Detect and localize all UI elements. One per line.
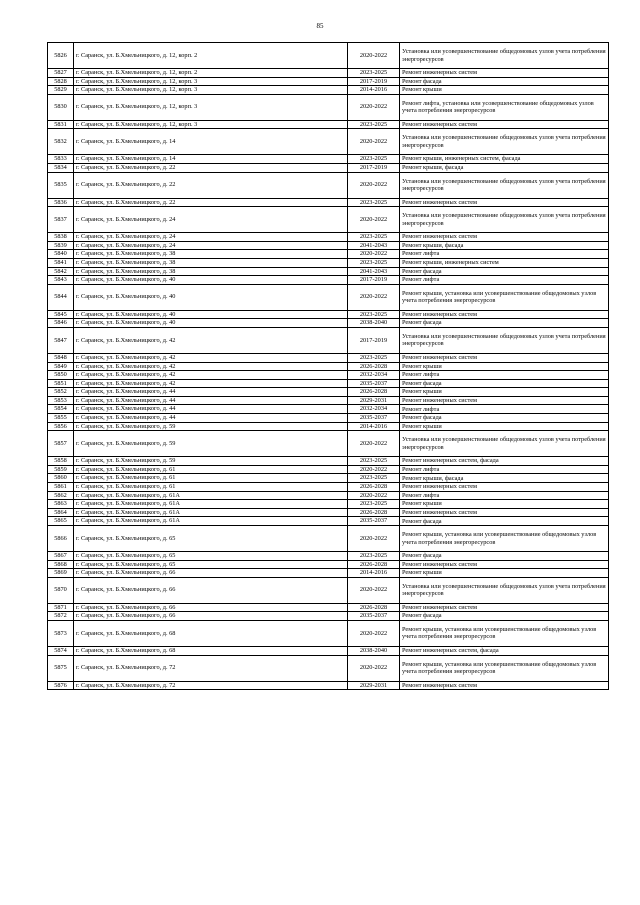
address-cell: г. Саранск, ул. Б.Хмельницкого, д. 12, корп. 3 — [74, 77, 348, 86]
work-type-cell: Ремонт инженерных систем — [400, 508, 609, 517]
row-number: 5852 — [48, 388, 74, 397]
table-row — [48, 267, 609, 276]
work-type-cell: Ремонт фасада — [400, 612, 609, 621]
period-cell: 2038-2040 — [348, 319, 400, 328]
work-type-cell: Ремонт инженерных систем — [400, 353, 609, 362]
address-cell: г. Саранск, ул. Б.Хмельницкого, д. 61А — [74, 500, 348, 509]
work-type-cell: Ремонт крыши — [400, 388, 609, 397]
address-cell: г. Саранск, ул. Б.Хмельницкого, д. 61 — [74, 465, 348, 474]
table-row — [48, 241, 609, 250]
work-type-cell: Установка или усовершенствование общедомовых узлов учета потребления энергоресурсов — [400, 43, 609, 69]
table-row — [48, 77, 609, 86]
row-number: 5874 — [48, 646, 74, 655]
row-number: 5833 — [48, 155, 74, 164]
row-number: 5855 — [48, 414, 74, 423]
row-number: 5844 — [48, 284, 74, 310]
work-type-cell: Ремонт крыши — [400, 569, 609, 578]
period-cell: 2020-2022 — [348, 284, 400, 310]
row-number: 5843 — [48, 276, 74, 285]
address-cell: г. Саранск, ул. Б.Хмельницкого, д. 42 — [74, 379, 348, 388]
period-cell: 2026-2028 — [348, 508, 400, 517]
table-row — [48, 560, 609, 569]
address-cell: г. Саранск, ул. Б.Хмельницкого, д. 12, корп. 3 — [74, 120, 348, 129]
period-cell: 2023-2025 — [348, 258, 400, 267]
period-cell: 2041-2043 — [348, 267, 400, 276]
work-type-cell: Ремонт лифта — [400, 276, 609, 285]
row-number: 5839 — [48, 241, 74, 250]
period-cell: 2020-2022 — [348, 465, 400, 474]
table-body — [48, 43, 609, 690]
address-cell: г. Саранск, ул. Б.Хмельницкого, д. 22 — [74, 172, 348, 198]
row-number: 5847 — [48, 327, 74, 353]
work-type-cell: Ремонт инженерных систем, фасада — [400, 646, 609, 655]
work-type-cell: Ремонт крыши, инженерных систем — [400, 258, 609, 267]
period-cell: 2026-2028 — [348, 560, 400, 569]
table-row — [48, 474, 609, 483]
address-cell: г. Саранск, ул. Б.Хмельницкого, д. 22 — [74, 163, 348, 172]
row-number: 5831 — [48, 120, 74, 129]
table-row — [48, 43, 609, 69]
table-row — [48, 327, 609, 353]
row-number: 5870 — [48, 577, 74, 603]
address-cell: г. Саранск, ул. Б.Хмельницкого, д. 66 — [74, 612, 348, 621]
row-number: 5850 — [48, 371, 74, 380]
table-row — [48, 172, 609, 198]
row-number: 5864 — [48, 508, 74, 517]
address-cell: г. Саранск, ул. Б.Хмельницкого, д. 38 — [74, 267, 348, 276]
row-number: 5858 — [48, 457, 74, 466]
address-cell: г. Саранск, ул. Б.Хмельницкого, д. 12, корп. 2 — [74, 69, 348, 78]
address-cell: г. Саранск, ул. Б.Хмельницкого, д. 65 — [74, 552, 348, 561]
table-row — [48, 362, 609, 371]
period-cell: 2017-2019 — [348, 163, 400, 172]
table-row — [48, 198, 609, 207]
row-number: 5859 — [48, 465, 74, 474]
address-cell: г. Саранск, ул. Б.Хмельницкого, д. 40 — [74, 284, 348, 310]
row-number: 5828 — [48, 77, 74, 86]
period-cell: 2023-2025 — [348, 198, 400, 207]
row-number: 5830 — [48, 94, 74, 120]
address-cell: г. Саранск, ул. Б.Хмельницкого, д. 59 — [74, 431, 348, 457]
row-number: 5838 — [48, 233, 74, 242]
work-type-cell: Ремонт фасада — [400, 267, 609, 276]
address-cell: г. Саранск, ул. Б.Хмельницкого, д. 38 — [74, 250, 348, 259]
period-cell: 2029-2031 — [348, 396, 400, 405]
period-cell: 2017-2019 — [348, 327, 400, 353]
address-cell: г. Саранск, ул. Б.Хмельницкого, д. 24 — [74, 233, 348, 242]
period-cell: 2035-2037 — [348, 517, 400, 526]
period-cell: 2023-2025 — [348, 552, 400, 561]
address-cell: г. Саранск, ул. Б.Хмельницкого, д. 38 — [74, 258, 348, 267]
table-row — [48, 129, 609, 155]
work-type-cell: Ремонт фасада — [400, 77, 609, 86]
period-cell: 2020-2022 — [348, 431, 400, 457]
row-number: 5829 — [48, 86, 74, 95]
period-cell: 2023-2025 — [348, 500, 400, 509]
work-type-cell: Ремонт крыши, фасада — [400, 241, 609, 250]
table-row — [48, 646, 609, 655]
table-row — [48, 508, 609, 517]
address-cell: г. Саранск, ул. Б.Хмельницкого, д. 24 — [74, 241, 348, 250]
row-number: 5842 — [48, 267, 74, 276]
table-row — [48, 431, 609, 457]
period-cell: 2023-2025 — [348, 155, 400, 164]
address-cell: г. Саранск, ул. Б.Хмельницкого, д. 22 — [74, 198, 348, 207]
row-number: 5867 — [48, 552, 74, 561]
address-cell: г. Саранск, ул. Б.Хмельницкого, д. 61 — [74, 483, 348, 492]
period-cell: 2023-2025 — [348, 120, 400, 129]
address-cell: г. Саранск, ул. Б.Хмельницкого, д. 65 — [74, 526, 348, 552]
table-row — [48, 577, 609, 603]
table-row — [48, 526, 609, 552]
period-cell: 2014-2016 — [348, 86, 400, 95]
row-number: 5849 — [48, 362, 74, 371]
address-cell: г. Саранск, ул. Б.Хмельницкого, д. 12, корп. 3 — [74, 86, 348, 95]
work-type-cell: Ремонт инженерных систем — [400, 560, 609, 569]
period-cell: 2014-2016 — [348, 422, 400, 431]
row-number: 5856 — [48, 422, 74, 431]
work-type-cell: Установка или усовершенствование общедомовых узлов учета потребления энергоресурсов — [400, 172, 609, 198]
row-number: 5863 — [48, 500, 74, 509]
table-row — [48, 612, 609, 621]
period-cell: 2020-2022 — [348, 620, 400, 646]
table-row — [48, 155, 609, 164]
table-row — [48, 603, 609, 612]
period-cell: 2023-2025 — [348, 457, 400, 466]
table-row — [48, 457, 609, 466]
capital-repair-table — [47, 42, 609, 690]
address-cell: г. Саранск, ул. Б.Хмельницкого, д. 12, корп. 3 — [74, 94, 348, 120]
work-type-cell: Ремонт крыши — [400, 422, 609, 431]
row-number: 5846 — [48, 319, 74, 328]
period-cell: 2017-2019 — [348, 276, 400, 285]
table-row — [48, 569, 609, 578]
row-number: 5840 — [48, 250, 74, 259]
table-row — [48, 250, 609, 259]
period-cell: 2020-2022 — [348, 577, 400, 603]
work-type-cell: Ремонт инженерных систем — [400, 233, 609, 242]
address-cell: г. Саранск, ул. Б.Хмельницкого, д. 42 — [74, 327, 348, 353]
work-type-cell: Ремонт фасада — [400, 319, 609, 328]
period-cell: 2020-2022 — [348, 526, 400, 552]
table-row — [48, 500, 609, 509]
table-row — [48, 233, 609, 242]
period-cell: 2032-2034 — [348, 405, 400, 414]
address-cell: г. Саранск, ул. Б.Хмельницкого, д. 61А — [74, 517, 348, 526]
work-type-cell: Ремонт крыши — [400, 500, 609, 509]
work-type-cell: Ремонт крыши — [400, 86, 609, 95]
period-cell: 2026-2028 — [348, 483, 400, 492]
address-cell: г. Саранск, ул. Б.Хмельницкого, д. 66 — [74, 569, 348, 578]
row-number: 5834 — [48, 163, 74, 172]
work-type-cell: Ремонт крыши, фасада — [400, 474, 609, 483]
period-cell: 2026-2028 — [348, 362, 400, 371]
row-number: 5871 — [48, 603, 74, 612]
address-cell: г. Саранск, ул. Б.Хмельницкого, д. 68 — [74, 620, 348, 646]
row-number: 5860 — [48, 474, 74, 483]
row-number: 5873 — [48, 620, 74, 646]
period-cell: 2026-2028 — [348, 603, 400, 612]
work-type-cell: Ремонт лифта — [400, 405, 609, 414]
row-number: 5868 — [48, 560, 74, 569]
period-cell: 2020-2022 — [348, 250, 400, 259]
work-type-cell: Установка или усовершенствование общедомовых узлов учета потребления энергоресурсов — [400, 431, 609, 457]
address-cell: г. Саранск, ул. Б.Хмельницкого, д. 42 — [74, 371, 348, 380]
row-number: 5865 — [48, 517, 74, 526]
row-number: 5836 — [48, 198, 74, 207]
work-type-cell: Ремонт лифта, установка или усовершенствование общедомовых узлов учета потребления энергоресурсов — [400, 94, 609, 120]
work-type-cell: Ремонт инженерных систем — [400, 120, 609, 129]
address-cell: г. Саранск, ул. Б.Хмельницкого, д. 72 — [74, 681, 348, 690]
table-row — [48, 388, 609, 397]
row-number: 5837 — [48, 207, 74, 233]
work-type-cell: Ремонт крыши, установка или усовершенствование общедомовых узлов учета потребления энергоресурсов — [400, 655, 609, 681]
period-cell: 2020-2022 — [348, 207, 400, 233]
address-cell: г. Саранск, ул. Б.Хмельницкого, д. 40 — [74, 319, 348, 328]
work-type-cell: Ремонт фасада — [400, 379, 609, 388]
period-cell: 2023-2025 — [348, 353, 400, 362]
work-type-cell: Установка или усовершенствование общедомовых узлов учета потребления энергоресурсов — [400, 207, 609, 233]
work-type-cell: Ремонт крыши — [400, 362, 609, 371]
table-row — [48, 319, 609, 328]
table-row — [48, 517, 609, 526]
table-row — [48, 284, 609, 310]
period-cell: 2035-2037 — [348, 379, 400, 388]
table-row — [48, 371, 609, 380]
row-number: 5875 — [48, 655, 74, 681]
table-row — [48, 465, 609, 474]
address-cell: г. Саранск, ул. Б.Хмельницкого, д. 66 — [74, 577, 348, 603]
table-row — [48, 69, 609, 78]
address-cell: г. Саранск, ул. Б.Хмельницкого, д. 61А — [74, 508, 348, 517]
work-type-cell: Ремонт крыши, фасада — [400, 163, 609, 172]
period-cell: 2020-2022 — [348, 172, 400, 198]
table-row — [48, 491, 609, 500]
period-cell: 2035-2037 — [348, 414, 400, 423]
period-cell: 2023-2025 — [348, 69, 400, 78]
address-cell: г. Саранск, ул. Б.Хмельницкого, д. 59 — [74, 457, 348, 466]
row-number: 5854 — [48, 405, 74, 414]
work-type-cell: Установка или усовершенствование общедомовых узлов учета потребления энергоресурсов — [400, 327, 609, 353]
table-row — [48, 163, 609, 172]
address-cell: г. Саранск, ул. Б.Хмельницкого, д. 14 — [74, 129, 348, 155]
work-type-cell: Ремонт крыши, установка или усовершенствование общедомовых узлов учета потребления энергоресурсов — [400, 526, 609, 552]
address-cell: г. Саранск, ул. Б.Хмельницкого, д. 40 — [74, 310, 348, 319]
table-row — [48, 620, 609, 646]
work-type-cell: Ремонт крыши, установка или усовершенствование общедомовых узлов учета потребления энергоресурсов — [400, 284, 609, 310]
address-cell: г. Саранск, ул. Б.Хмельницкого, д. 24 — [74, 207, 348, 233]
period-cell: 2020-2022 — [348, 94, 400, 120]
table-row — [48, 379, 609, 388]
address-cell: г. Саранск, ул. Б.Хмельницкого, д. 59 — [74, 422, 348, 431]
row-number: 5835 — [48, 172, 74, 198]
period-cell: 2029-2031 — [348, 681, 400, 690]
work-type-cell: Установка или усовершенствование общедомовых узлов учета потребления энергоресурсов — [400, 129, 609, 155]
row-number: 5826 — [48, 43, 74, 69]
address-cell: г. Саранск, ул. Б.Хмельницкого, д. 61А — [74, 491, 348, 500]
address-cell: г. Саранск, ул. Б.Хмельницкого, д. 65 — [74, 560, 348, 569]
address-cell: г. Саранск, ул. Б.Хмельницкого, д. 40 — [74, 276, 348, 285]
table-row — [48, 396, 609, 405]
row-number: 5866 — [48, 526, 74, 552]
work-type-cell: Ремонт лифта — [400, 491, 609, 500]
work-type-cell: Ремонт инженерных систем — [400, 310, 609, 319]
period-cell: 2032-2034 — [348, 371, 400, 380]
row-number: 5845 — [48, 310, 74, 319]
address-cell: г. Саранск, ул. Б.Хмельницкого, д. 44 — [74, 396, 348, 405]
work-type-cell: Ремонт лифта — [400, 371, 609, 380]
period-cell: 2023-2025 — [348, 310, 400, 319]
work-type-cell: Ремонт фасада — [400, 517, 609, 526]
table-row — [48, 681, 609, 690]
row-number: 5853 — [48, 396, 74, 405]
row-number: 5857 — [48, 431, 74, 457]
row-number: 5841 — [48, 258, 74, 267]
period-cell: 2014-2016 — [348, 569, 400, 578]
work-type-cell: Ремонт инженерных систем — [400, 198, 609, 207]
period-cell: 2020-2022 — [348, 129, 400, 155]
work-type-cell: Ремонт инженерных систем — [400, 69, 609, 78]
table-row — [48, 276, 609, 285]
work-type-cell: Ремонт лифта — [400, 465, 609, 474]
table-row — [48, 655, 609, 681]
table-row — [48, 405, 609, 414]
address-cell: г. Саранск, ул. Б.Хмельницкого, д. 12, корп. 2 — [74, 43, 348, 69]
work-type-cell: Ремонт инженерных систем — [400, 603, 609, 612]
address-cell: г. Саранск, ул. Б.Хмельницкого, д. 66 — [74, 603, 348, 612]
row-number: 5876 — [48, 681, 74, 690]
table-row — [48, 86, 609, 95]
address-cell: г. Саранск, ул. Б.Хмельницкого, д. 72 — [74, 655, 348, 681]
period-cell: 2023-2025 — [348, 474, 400, 483]
work-type-cell: Ремонт инженерных систем — [400, 483, 609, 492]
address-cell: г. Саранск, ул. Б.Хмельницкого, д. 44 — [74, 414, 348, 423]
table-row — [48, 552, 609, 561]
period-cell: 2020-2022 — [348, 655, 400, 681]
page-number: 85 — [316, 22, 324, 30]
table-row — [48, 258, 609, 267]
row-number: 5872 — [48, 612, 74, 621]
address-cell: г. Саранск, ул. Б.Хмельницкого, д. 42 — [74, 362, 348, 371]
period-cell: 2035-2037 — [348, 612, 400, 621]
work-type-cell: Ремонт фасада — [400, 552, 609, 561]
period-cell: 2020-2022 — [348, 491, 400, 500]
address-cell: г. Саранск, ул. Б.Хмельницкого, д. 44 — [74, 388, 348, 397]
table-row — [48, 422, 609, 431]
table-row — [48, 414, 609, 423]
address-cell: г. Саранск, ул. Б.Хмельницкого, д. 42 — [74, 353, 348, 362]
address-cell: г. Саранск, ул. Б.Хмельницкого, д. 68 — [74, 646, 348, 655]
row-number: 5832 — [48, 129, 74, 155]
period-cell: 2020-2022 — [348, 43, 400, 69]
row-number: 5848 — [48, 353, 74, 362]
work-type-cell: Ремонт лифта — [400, 250, 609, 259]
row-number: 5827 — [48, 69, 74, 78]
table-row — [48, 353, 609, 362]
table-row — [48, 120, 609, 129]
address-cell: г. Саранск, ул. Б.Хмельницкого, д. 14 — [74, 155, 348, 164]
period-cell: 2041-2043 — [348, 241, 400, 250]
row-number: 5861 — [48, 483, 74, 492]
work-type-cell: Ремонт крыши, установка или усовершенствование общедомовых узлов учета потребления энергоресурсов — [400, 620, 609, 646]
period-cell: 2026-2028 — [348, 388, 400, 397]
row-number: 5869 — [48, 569, 74, 578]
table-row — [48, 483, 609, 492]
work-type-cell: Ремонт крыши, инженерных систем, фасада — [400, 155, 609, 164]
period-cell: 2023-2025 — [348, 233, 400, 242]
period-cell: 2017-2019 — [348, 77, 400, 86]
table-row — [48, 94, 609, 120]
period-cell: 2038-2040 — [348, 646, 400, 655]
work-type-cell: Ремонт инженерных систем, фасада — [400, 457, 609, 466]
table-row — [48, 207, 609, 233]
work-type-cell: Установка или усовершенствование общедомовых узлов учета потребления энергоресурсов — [400, 577, 609, 603]
work-type-cell: Ремонт инженерных систем — [400, 396, 609, 405]
address-cell: г. Саранск, ул. Б.Хмельницкого, д. 61 — [74, 474, 348, 483]
address-cell: г. Саранск, ул. Б.Хмельницкого, д. 44 — [74, 405, 348, 414]
row-number: 5851 — [48, 379, 74, 388]
work-type-cell: Ремонт фасада — [400, 414, 609, 423]
work-type-cell: Ремонт инженерных систем — [400, 681, 609, 690]
table-row — [48, 310, 609, 319]
row-number: 5862 — [48, 491, 74, 500]
